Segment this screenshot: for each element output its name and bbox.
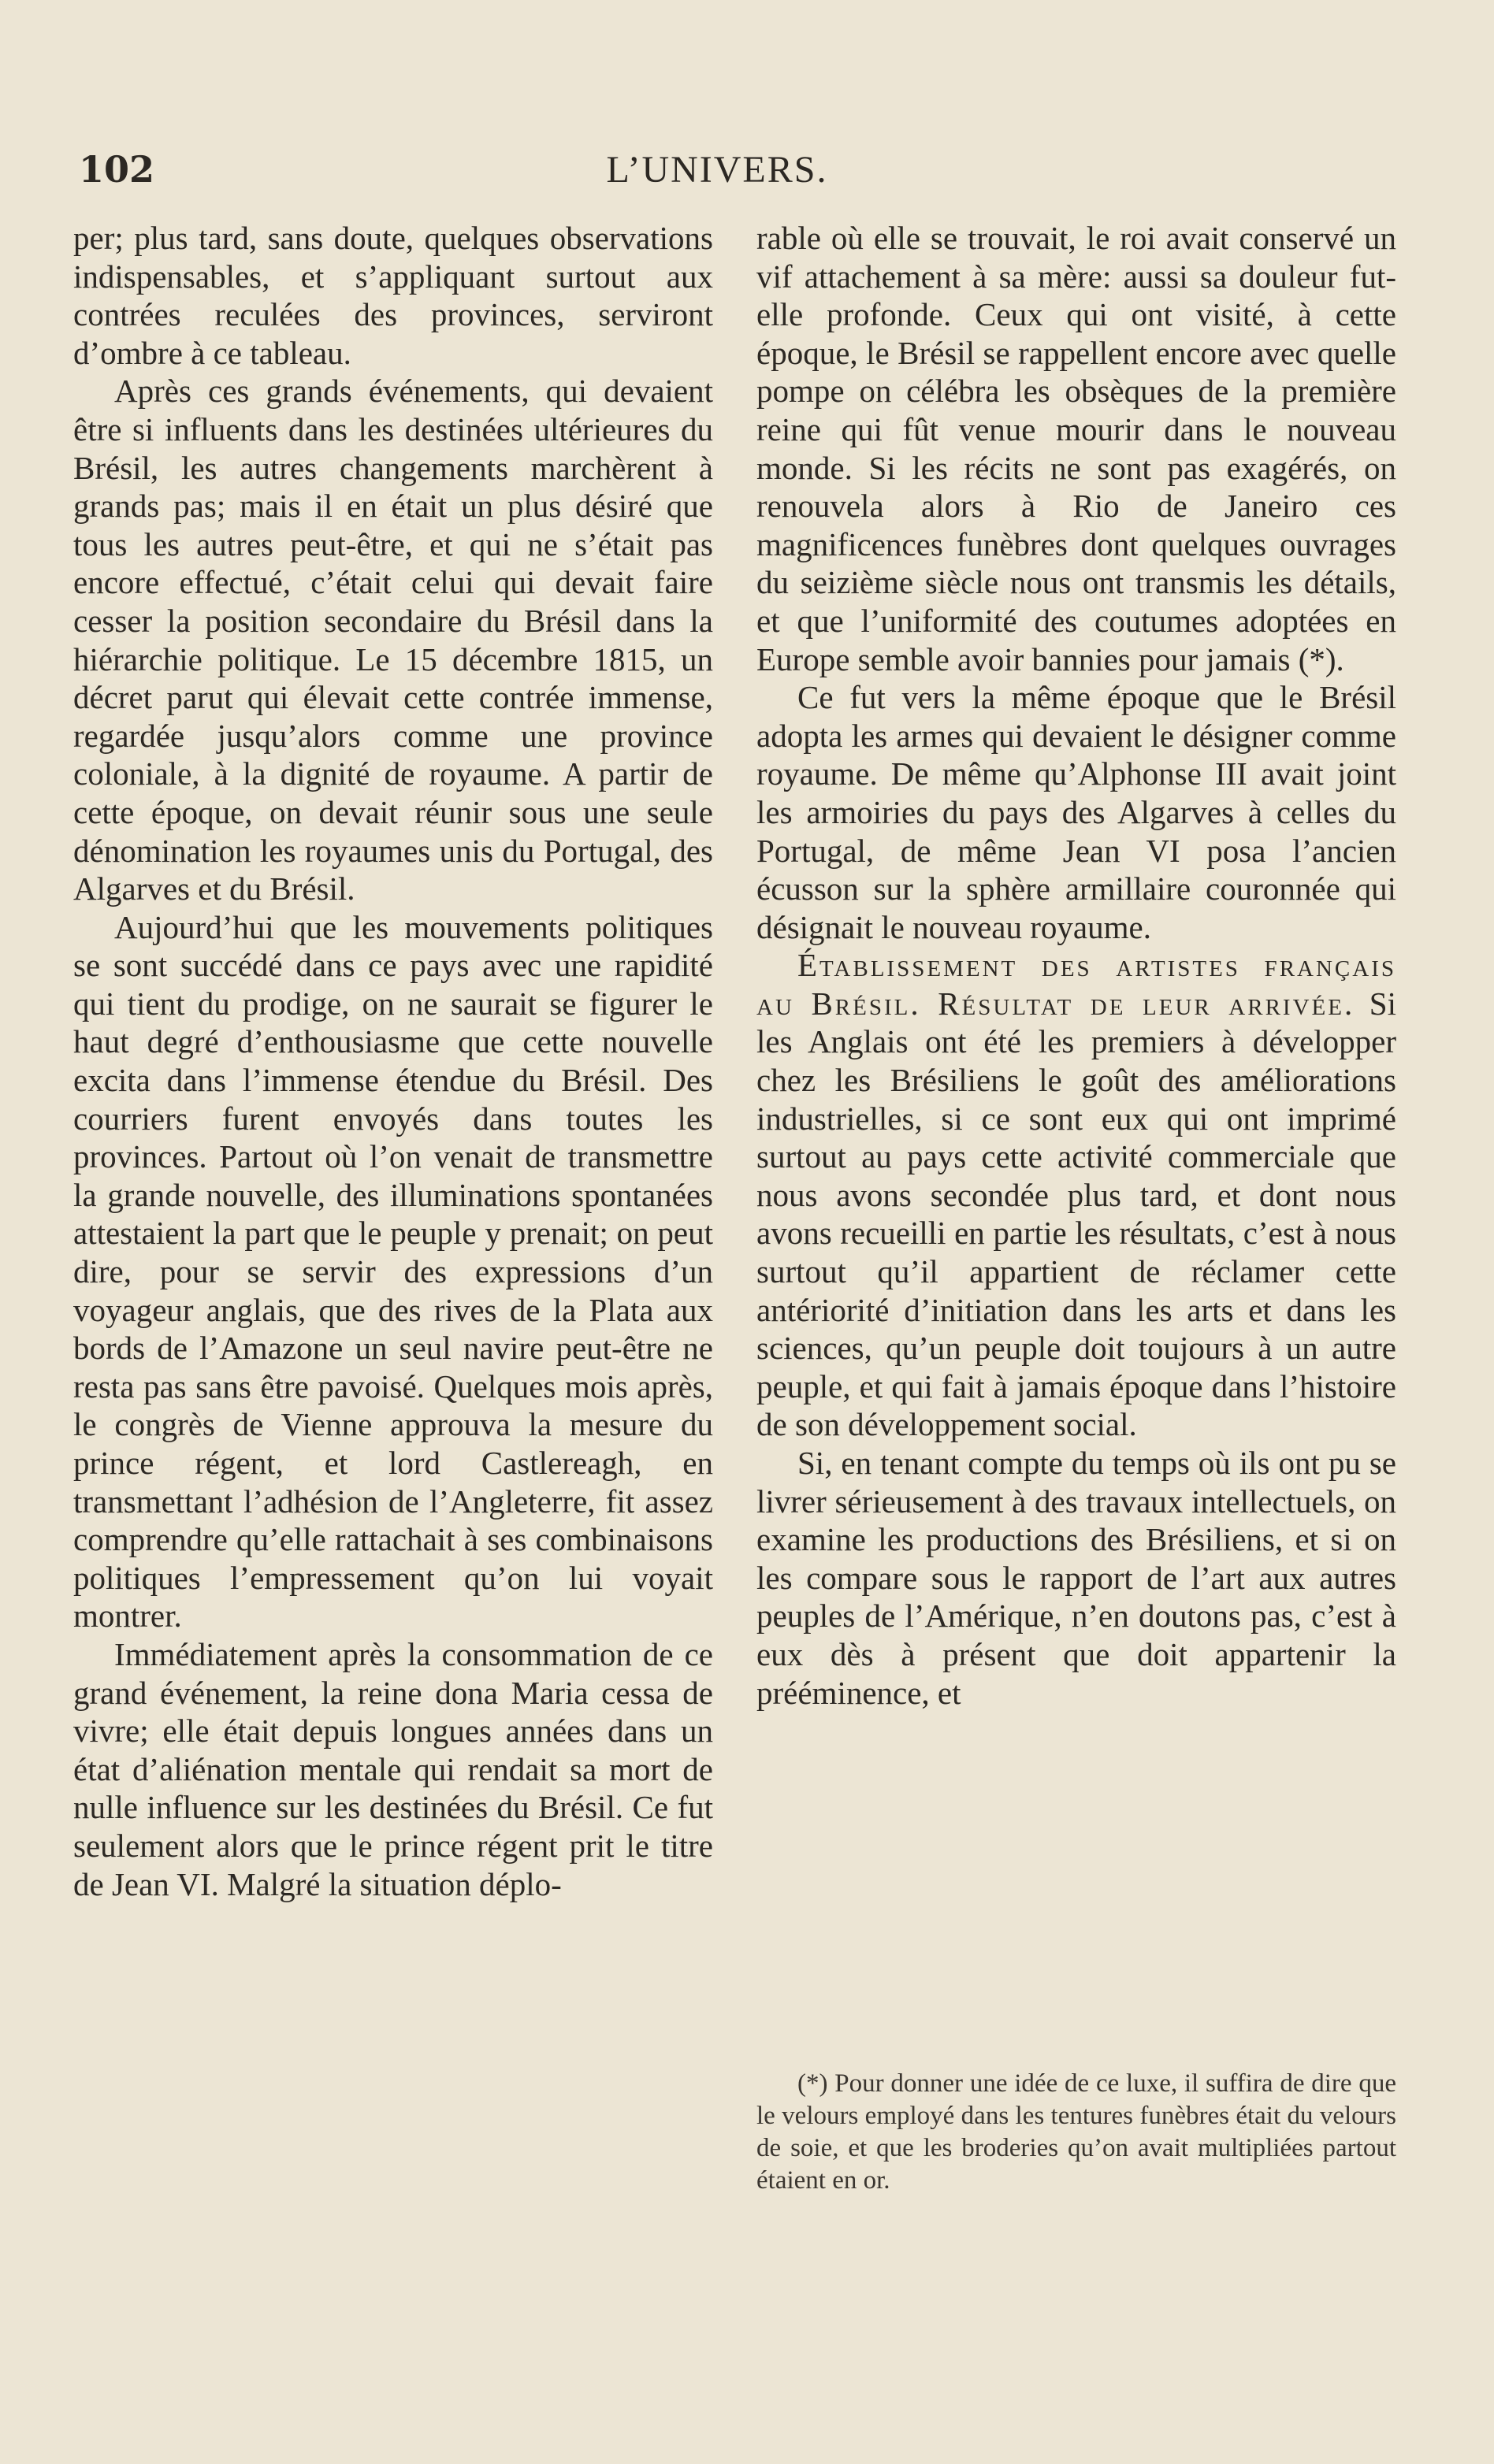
page-number: 102 bbox=[79, 148, 155, 191]
right-paragraph-3 bbox=[756, 946, 1396, 1444]
right-paragraph-4: Si, en tenant compte du temps où ils ont pu se livrer sérieusement à des travaux intellectuels, on examine les productions des Brésiliens, et si on les compare sous le rapport de l’art aux autres peuples de l’Amérique, n’en doutons pas, c’est à eux dès à présent que doit appartenir la prééminence, et bbox=[756, 1445, 1396, 1711]
footnote bbox=[756, 2068, 1396, 2197]
right-paragraph-1: rable où elle se trouvait, le roi avait conservé un vif attachement à sa mère: aussi sa douleur fut-elle profonde. Ceux qui ont visité, à cette époque, le Brésil se rappellent encore avec quelle pompe on célébra les obsèques de la première reine qui fût venue mourir dans le nouveau monde. Si les récits ne sont pas exagérés, on renouvela alors à Rio de Janeiro ces magnificences funèbres dont quelques ouvrages du seizième siècle nous ont transmis les détails, et que l’uniformité des coutumes adoptées en Europe semble avoir bannies pour jamais (*). bbox=[756, 220, 1396, 677]
left-paragraph-3: Aujourd’hui que les mouvements politiques se sont succédé dans ce pays avec une rapidité qui tient du prodige, on ne saurait se figurer le haut degré d’enthousiasme que cette nouvelle excita dans l’immense étendue du Brésil. Des courriers furent envoyés dans toutes les provinces. Partout où l’on venait de transmettre la grande nouvelle, des illuminations spontanées attestaient la part que le peuple y prenait; on peut dire, pour se servir des expressions d’un voyageur anglais, que des rives de la Plata aux bords de l’Amazone un seul navire peut-être ne resta pas sans être pavoisé. Quelques mois après, le congrès de Vienne approuva la mesure du prince régent, et lord Castlereagh, en transmettant l’adhésion de l’Angleterre, fit assez comprendre qu’elle rattachait à ses combinaisons politiques l’empressement qu’on lui voyait montrer. bbox=[73, 908, 713, 1635]
running-title: L’UNIVERS. bbox=[606, 149, 828, 191]
left-paragraph-1: per; plus tard, sans doute, quelques observations indispensables, et s’appliquant surtout aux contrées reculées des provinces, serviront d’ombre à ce tableau. bbox=[73, 220, 713, 371]
section-body: Si les Anglais ont été les premiers à développer chez les Brésiliens le goût des améliorations industrielles, si ce sont eux qui ont imprimé surtout au pays cette activité commerciale que nous avons secondée plus tard, et dont nous avons recueilli en partie les résultats, c’est à nous surtout qu’il appartient de réclamer cette antériorité d’initiation dans les arts et dans les sciences, qu’un peuple doit toujours à un autre peuple, et qui fait à jamais époque dans l’histoire de son développement social. bbox=[756, 985, 1396, 1443]
left-column bbox=[73, 219, 713, 1903]
footnote-text: (*) Pour donner une idée de ce luxe, il suffira de dire que le velours employé dans les tentures funèbres était du velours de soie, et que les broderies qu’on avait multipliées partout étaient en or. bbox=[756, 2069, 1396, 2195]
left-paragraph-4: Immédiatement après la consommation de ce grand événement, la reine dona Maria cessa de vivre; elle était depuis longues années dans un état d’aliénation mentale qui rendait sa mort de nulle influence sur les destinées du Brésil. Ce fut seulement alors que le prince régent prit le titre de Jean VI. Malgré la situation déplo- bbox=[73, 1635, 713, 1902]
section-heading: Établissement des artistes français au Brésil. Résultat de leur arrivée. bbox=[756, 947, 1396, 1022]
right-column bbox=[756, 219, 1396, 1712]
left-paragraph-2: Après ces grands événements, qui devaient être si influents dans les destinées ultérieures du Brésil, les autres changements marchèrent à grands pas; mais il en était un plus désiré que tous les autres peut-être, et qui ne s’était pas encore effectué, c’était celui qui devait faire cesser la position secondaire du Brésil dans la hiérarchie politique. Le 15 décembre 1815, un décret parut qui élevait cette contrée immense, regardée jusqu’alors comme une province coloniale, à la dignité de royaume. A partir de cette époque, on devait réunir sous une seule dénomination les royaumes unis du Portugal, des Algarves et du Brésil. bbox=[73, 373, 713, 907]
right-paragraph-2: Ce fut vers la même époque que le Brésil adopta les armes qui devaient le désigner comme royaume. De même qu’Alphonse III avait joint les armoiries du pays des Algarves à celles du Portugal, de même Jean VI posa l’ancien écusson sur la sphère armillaire couronnée qui désignait le nouveau royaume. bbox=[756, 679, 1396, 945]
